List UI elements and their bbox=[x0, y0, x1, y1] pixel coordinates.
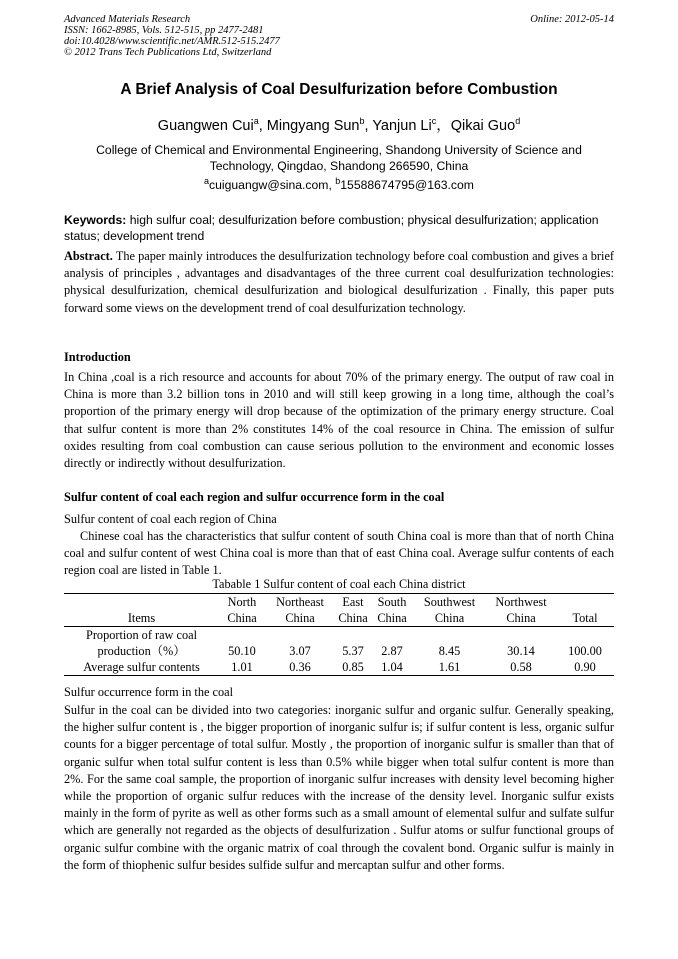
column-header: North bbox=[219, 594, 265, 611]
column-header: China bbox=[219, 610, 265, 627]
table-row bbox=[64, 627, 614, 644]
author-name: Guangwen Cui bbox=[157, 118, 254, 134]
author-name: Yanjun Li bbox=[372, 118, 432, 134]
table-caption: Tabable 1 Sulfur content of coal each China district bbox=[212, 577, 466, 591]
column-header: East bbox=[335, 594, 371, 611]
email-address: 15588674795@163.com bbox=[340, 178, 474, 193]
table-cell: 0.85 bbox=[335, 659, 371, 676]
row-label: production（%） bbox=[97, 644, 186, 658]
table-cell: 3.07 bbox=[289, 644, 311, 658]
table-cell: 0.36 bbox=[265, 659, 335, 676]
paper-title: A Brief Analysis of Coal Desulfurization before Combustion bbox=[120, 81, 558, 98]
column-header: South bbox=[371, 594, 413, 611]
author-affil-mark: d bbox=[515, 116, 521, 127]
column-header: China bbox=[335, 610, 371, 627]
author-name: Qikai Guo bbox=[450, 118, 516, 134]
table-cell: 0.58 bbox=[486, 659, 556, 676]
section-heading-introduction: Introduction bbox=[64, 350, 131, 364]
table-header-row-top bbox=[64, 594, 614, 611]
paragraph-sulfur-occurrence: Sulfur in the coal can be divided into two categories: inorganic sulfur and organic sulfur. Generally speaking, the higher sulfur content is , the bigger proportion of inorganic sulfur is; if sulfur content is less, organic sulfur counts for a bigger percentage of total sulfur. Mostly , the proportion of inorganic sulfur is smaller than that of organic sulfur when total sulfur content is less than 0.5% while bigger when total sulfur content is more than 2%. For the same coal sample, the proportion of inorganic sulfur increases with density level becoming higher while the proportion of organic sulfur reduces with the increase of the density level. Inorganic sulfur exists mainly in the form of pyrite as well as other forms such as a small amount of elemental sulfur and sulfate sulfur which are generally not regarded as the objects of desulfurization . Sulfur atoms or sulfur functional groups of organic sulfur combine with the organic matrix of coal through the covalent bond. Organic sulfur is mainly in the form of thiophenic sulfur besides sulfide sulfur and mercaptan sulfur and other forms. bbox=[64, 703, 614, 872]
keywords-text: high sulfur coal; desulfurization before combustion; physical desulfurization; application status; development trend bbox=[64, 213, 599, 243]
affiliation: College of Chemical and Environmental Engineering, Shandong University of Science and Technology, Qingdao, Shandong 266590, China bbox=[96, 143, 582, 173]
table-cell: 1.01 bbox=[219, 659, 265, 676]
row-label: Proportion of raw coal bbox=[86, 628, 197, 642]
column-header: Total bbox=[556, 610, 614, 627]
sulfur-content-table bbox=[64, 593, 614, 676]
table-cell: 5.37 bbox=[342, 644, 364, 658]
table-cell: 100.00 bbox=[568, 644, 602, 658]
table-cell: 0.90 bbox=[556, 659, 614, 676]
journal-header bbox=[64, 14, 280, 58]
email-mark: b bbox=[335, 176, 341, 186]
journal-header-line: doi:10.4028/www.scientific.net/AMR.512-515.2477 bbox=[64, 36, 280, 47]
section-heading-sulfur-content: Sulfur content of coal each region and sulfur occurrence form in the coal bbox=[64, 490, 445, 504]
table-cell: 8.45 bbox=[438, 644, 461, 658]
author-list: Guangwen Cui$^a$, Mingyang Sun$^b$, Yanjun Li$^c$，Qikai Guo$^d$ bbox=[157, 116, 521, 134]
introduction-text: In China ,coal is a rich resource and accounts for about 70% of the primary energy. The output of raw coal in China is more than 3.2 billion tons in 2010 and will still keep growing in a long time, although the coal’s proportion of the primary energy will drop because of the optimization of the primary energy structure. Coal that sulfur content is more than 2% constitutes 14% of the coal resource in China. The emission of sulfur oxides resulting from coal combustion can cause serious pollution to the environment and economic losses directly or indirectly without desulfurization. bbox=[64, 370, 614, 471]
abstract-text: The paper mainly introduces the desulfurization technology before coal combustion and gives a brief analysis of principles , advantages and disadvantages of the three current coal desulfurization technologies: physical desulfurization, chemical desulfurization and biological desulfurization . Finally, this paper puts forward some views on the development trend of coal desulfurization technology. bbox=[64, 249, 614, 315]
table-cell: 30.14 bbox=[507, 644, 535, 658]
subheading-sulfur-occurrence: Sulfur occurrence form in the coal bbox=[64, 685, 234, 699]
table-row bbox=[64, 643, 614, 659]
column-header: Northwest bbox=[486, 594, 556, 611]
column-header bbox=[64, 594, 219, 611]
column-header: Items bbox=[64, 610, 219, 627]
subheading-sulfur-content-region: Sulfur content of coal each region of China bbox=[64, 512, 277, 526]
table-cell: 2.87 bbox=[381, 644, 403, 658]
paragraph-region-sulfur: Chinese coal has the characteristics that sulfur content of south China coal is more than that of north China coal and sulfur content of west China coal is more than that of east China coal. Average sulfur contents of each region coal are listed in Table 1. bbox=[64, 529, 614, 578]
keywords bbox=[64, 212, 614, 244]
table-row bbox=[64, 659, 614, 676]
author-affil-mark: a bbox=[253, 116, 259, 127]
table-cell: 1.61 bbox=[413, 659, 486, 676]
journal-header-line: ISSN: 1662-8985, Vols. 512-515, pp 2477-2481 bbox=[64, 25, 264, 36]
email-mark: a bbox=[204, 176, 210, 186]
row-label: Average sulfur contents bbox=[64, 659, 219, 676]
table-cell: 1.04 bbox=[371, 659, 413, 676]
abstract-label: Abstract. bbox=[64, 249, 113, 263]
column-header bbox=[556, 594, 614, 611]
column-header: China bbox=[413, 610, 486, 627]
journal-header-line: © 2012 Trans Tech Publications Ltd, Switzerland bbox=[64, 47, 272, 58]
online-date: Online: 2012-05-14 bbox=[530, 14, 614, 25]
column-header: China bbox=[265, 610, 335, 627]
email-address: cuiguangw@sina.com bbox=[209, 178, 329, 193]
author-emails: $^a$cuiguangw@sina.com, $^b$15588674795@163.com bbox=[204, 176, 474, 193]
table-header-row-bottom bbox=[64, 610, 614, 627]
author-affil-mark: c bbox=[431, 116, 437, 127]
column-header: China bbox=[486, 610, 556, 627]
column-header: Northeast bbox=[265, 594, 335, 611]
journal-header-line: Advanced Materials Research bbox=[64, 14, 191, 25]
keywords-label: Keywords: bbox=[64, 213, 127, 227]
abstract bbox=[64, 248, 614, 317]
column-header: Southwest bbox=[413, 594, 486, 611]
column-header: China bbox=[371, 610, 413, 627]
author-name: Mingyang Sun bbox=[266, 118, 360, 134]
table-cell: 50.10 bbox=[228, 644, 256, 658]
author-affil-mark: b bbox=[359, 116, 365, 127]
